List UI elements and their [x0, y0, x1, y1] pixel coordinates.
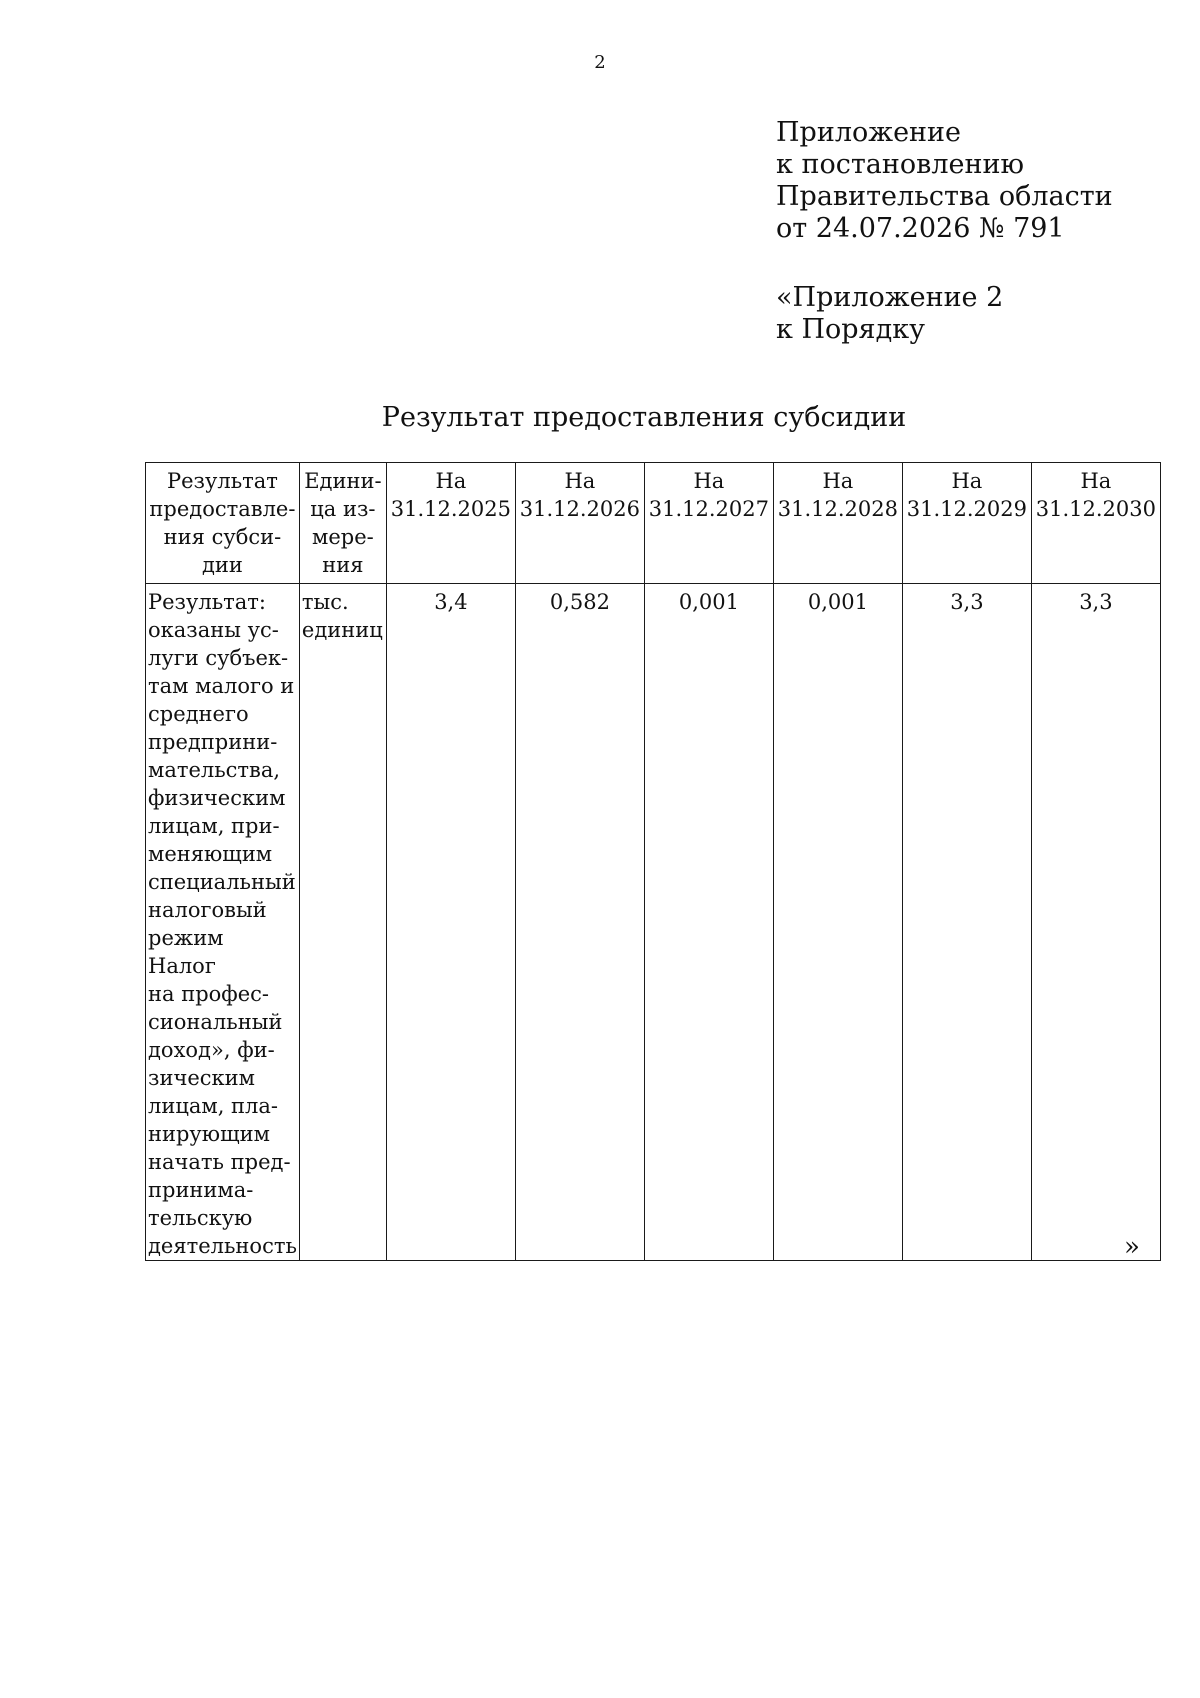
header-date-2027: [644, 463, 773, 584]
result-line: предприни-: [148, 730, 278, 754]
header-line: На: [822, 469, 854, 493]
result-line: меняющим: [148, 842, 273, 866]
header-date-2028: [773, 463, 902, 584]
result-line: принима-: [148, 1178, 254, 1202]
result-line: среднего: [148, 702, 249, 726]
cell-value-2028: 0,001: [773, 584, 902, 1261]
header-line: 31.12.2027: [648, 497, 770, 521]
cell-unit: [299, 584, 386, 1261]
result-line: налоговый: [148, 898, 267, 922]
result-line: доход», фи-: [148, 1038, 275, 1062]
result-line: физическим: [148, 786, 286, 810]
cell-value-2025: 3,4: [386, 584, 515, 1261]
appendix-line: к Порядку: [776, 314, 925, 345]
header-date-2025: [386, 463, 515, 584]
closing-quote: »: [1124, 1232, 1140, 1262]
header-line: 31.12.2026: [519, 497, 641, 521]
header-line: дии: [201, 553, 243, 577]
result-line: режим Налог: [148, 926, 224, 978]
result-line: лицам, пла-: [148, 1094, 278, 1118]
header-result: [146, 463, 300, 584]
results-table: [145, 462, 1161, 1261]
header-line: ца из-: [310, 497, 376, 521]
header-line: предоставле-: [149, 497, 296, 521]
result-line: специальный: [148, 870, 296, 894]
result-line: мательства,: [148, 758, 281, 782]
header-line: Едини-: [304, 469, 382, 493]
table-title: Результат предоставления субсидии: [381, 402, 907, 433]
cell-value-2030: 3,3: [1031, 584, 1160, 1261]
header-line: На: [693, 469, 725, 493]
header-line: На: [951, 469, 983, 493]
cell-value-2027: 0,001: [644, 584, 773, 1261]
result-line: там малого и: [148, 674, 295, 698]
header-line: На: [435, 469, 467, 493]
page-number: 2: [594, 52, 606, 73]
cell-result-description: [146, 584, 300, 1261]
appendix-block: [776, 282, 1003, 346]
result-line: луги субъек-: [148, 646, 289, 670]
approval-line: к постановлению: [776, 149, 1024, 180]
header-line: 31.12.2025: [390, 497, 512, 521]
header-date-2029: [902, 463, 1031, 584]
result-line: деятельность: [148, 1234, 297, 1258]
header-date-2030: [1031, 463, 1160, 584]
result-line: нирующим: [148, 1122, 270, 1146]
result-line: зическим: [148, 1066, 255, 1090]
approval-line: Правительства области: [776, 181, 1113, 212]
approval-line: Приложение: [776, 117, 962, 148]
result-line: оказаны ус-: [148, 618, 279, 642]
approval-block: [776, 117, 1113, 245]
result-line: сиональный: [148, 1010, 283, 1034]
result-line: тельскую: [148, 1206, 253, 1230]
table-row: [146, 584, 1161, 1261]
header-line: На: [1080, 469, 1112, 493]
header-line: На: [564, 469, 596, 493]
result-line: начать пред-: [148, 1150, 291, 1174]
result-line: на профес-: [148, 982, 269, 1006]
header-line: 31.12.2029: [906, 497, 1028, 521]
header-unit: [299, 463, 386, 584]
header-line: 31.12.2028: [777, 497, 899, 521]
cell-value-2026: 0,582: [515, 584, 644, 1261]
approval-line: от 24.07.2026 № 791: [776, 213, 1065, 244]
appendix-line: «Приложение 2: [776, 282, 1004, 313]
unit-line: тыс.: [301, 590, 349, 614]
unit-line: единиц: [301, 618, 383, 642]
result-line: Результат:: [148, 590, 266, 614]
header-date-2026: [515, 463, 644, 584]
cell-value-2029: 3,3: [902, 584, 1031, 1261]
header-line: 31.12.2030: [1035, 497, 1157, 521]
table-header-row: [146, 463, 1161, 584]
header-line: мере-: [312, 525, 374, 549]
header-line: ния: [322, 553, 364, 577]
header-line: Результат: [166, 469, 278, 493]
header-line: ния субси-: [163, 525, 282, 549]
result-line: лицам, при-: [148, 814, 280, 838]
